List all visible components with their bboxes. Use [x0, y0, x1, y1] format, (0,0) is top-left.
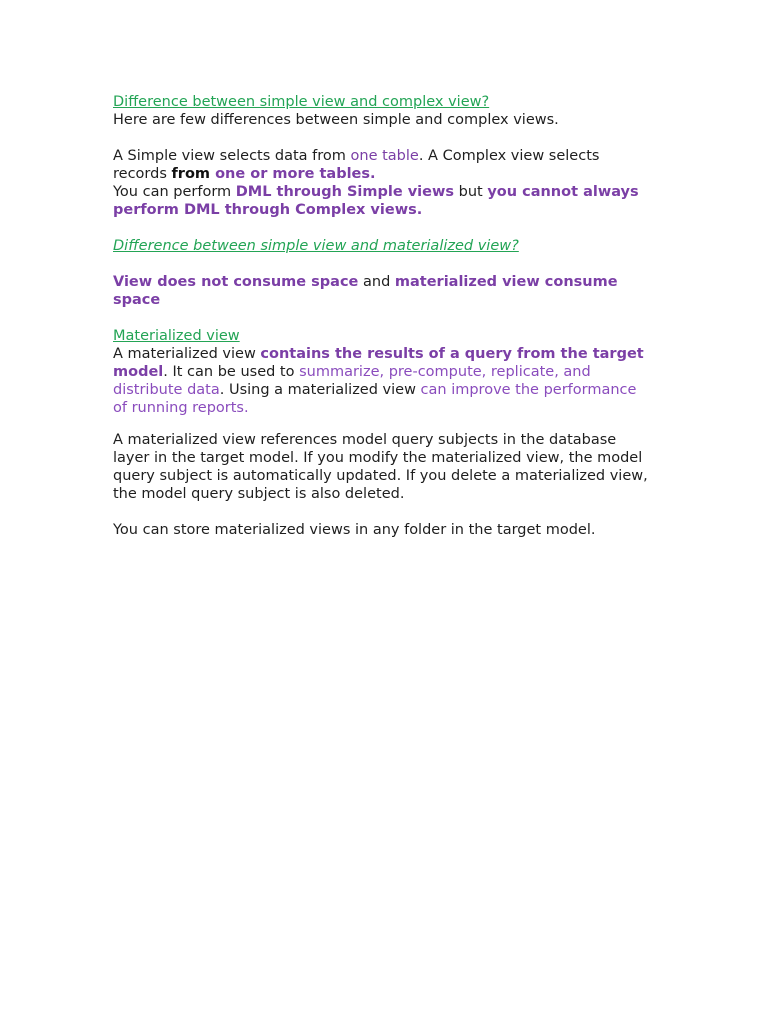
heading-simple-vs-materialized: Difference between simple view and materialized view? — [113, 238, 519, 254]
heading-simple-vs-complex: Difference between simple view and complex view? — [113, 94, 490, 110]
text-run: You can perform — [113, 184, 236, 200]
space-paragraph — [113, 273, 653, 309]
text-run-highlight: contains the results of a query from the target model — [113, 346, 644, 380]
text-run: but — [454, 184, 488, 200]
text-run-highlight: one table — [350, 148, 419, 164]
text-run-highlight: View does not consume space — [113, 274, 359, 290]
dml-paragraph — [113, 183, 653, 219]
text-run: . It can be used to — [163, 364, 300, 380]
text-run-bold: from — [171, 166, 216, 182]
text-run-highlight: DML through Simple views — [235, 184, 454, 200]
text-run: A Simple view selects data from — [113, 148, 351, 164]
materialized-definition-paragraph — [113, 345, 653, 417]
references-paragraph: A materialized view references model query subjects in the database layer in the target model. If you modify the materialized view, the model query subject is automatically updated. If you delete a materialized view, the model query subject is also deleted. — [113, 432, 648, 502]
storage-paragraph: You can store materialized views in any folder in the target model. — [113, 522, 596, 538]
text-run-highlight: one or more tables. — [215, 166, 376, 182]
text-run: A materialized view — [113, 346, 261, 362]
document-page — [113, 93, 653, 539]
intro-text: Here are few differences between simple and complex views. — [113, 112, 559, 128]
heading-materialized-view: Materialized view — [113, 328, 240, 344]
text-run-highlight: can improve the performance of running reports. — [113, 382, 637, 416]
text-run: and — [358, 274, 395, 290]
text-run: . A Complex view selects records — [113, 148, 600, 182]
text-run-highlight: you cannot always perform DML through Complex views. — [113, 184, 639, 218]
text-run-highlight: summarize, pre-compute, replicate, and distribute data — [113, 364, 591, 398]
text-run: . Using a materialized view — [219, 382, 421, 398]
simple-complex-paragraph — [113, 147, 653, 183]
text-run-highlight: materialized view consume space — [113, 274, 618, 308]
